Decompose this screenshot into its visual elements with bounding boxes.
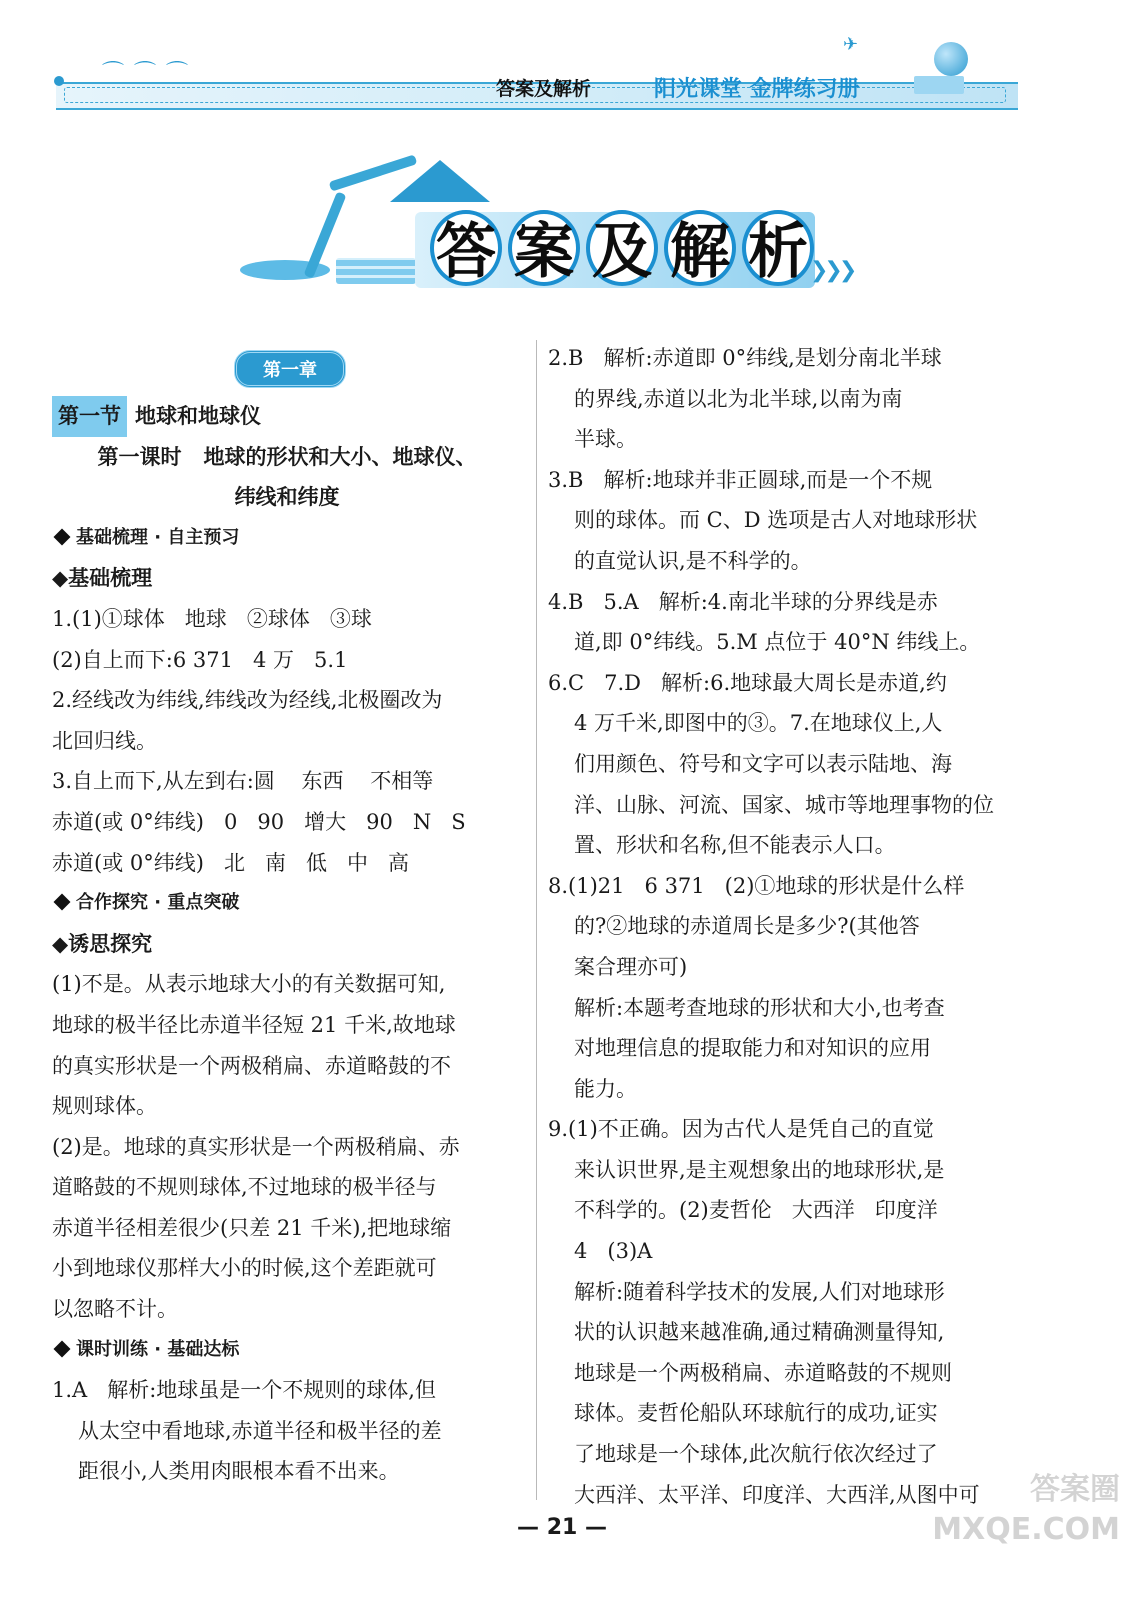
watermark-logo: 答案圈 MXQE.COM: [932, 1472, 1120, 1547]
stacked-books-icon: [336, 258, 416, 284]
answer-line: 球体。麦哲伦船队环球航行的成功,证实: [574, 1401, 938, 1426]
answer-line: 小到地球仪那样大小的时候,这个差距就可: [52, 1256, 437, 1281]
globe-icon: [934, 42, 968, 76]
answer-line: 不科学的。(2)麦哲伦 大西洋 印度洋: [574, 1198, 938, 1223]
banner-title: [430, 210, 814, 286]
right-column: [548, 338, 1018, 1515]
answer-line: 们用颜色、符号和文字可以表示陆地、海: [574, 751, 952, 776]
banner-char: 案: [508, 210, 580, 286]
answer-line: 1.A 解析:地球虽是一个不规则的球体,但: [52, 1378, 436, 1403]
answer-line: 来认识世界,是主观想象出的地球形状,是: [574, 1157, 945, 1182]
answer-line: 4 (3)A: [574, 1239, 653, 1264]
answer-line: 的界线,赤道以北为北半球,以南为南: [574, 386, 903, 411]
banner-char: 答: [430, 210, 502, 286]
diamond-icon: [54, 1340, 71, 1357]
page-number: — 21 —: [517, 1515, 607, 1540]
answer-line: 规则球体。: [52, 1094, 157, 1119]
birds-icon: ⌒⌒⌒: [102, 61, 199, 86]
answer-line: 解析:随着科学技术的发展,人们对地球形: [574, 1279, 945, 1304]
answer-line: 的直觉认识,是不科学的。: [574, 548, 812, 573]
answer-line: 地球的极半径比赤道半径短 21 千米,故地球: [52, 1012, 456, 1037]
section-heading: [52, 396, 522, 437]
chapter-badge: 第一章: [234, 350, 346, 388]
diamond-icon: [54, 894, 71, 911]
header-dot-icon: [54, 76, 64, 86]
answer-line: 4.B 5.A 解析:4.南北半球的分界线是赤: [548, 589, 938, 614]
answer-line: 道,即 0°纬线。5.M 点位于 40°N 纬线上。: [574, 630, 981, 655]
answer-line: 9.(1)不正确。因为古代人是凭自己的直觉: [548, 1117, 934, 1142]
answer-line: 北回归线。: [52, 728, 157, 753]
answer-line: 地球是一个两极稍扁、赤道略鼓的不规则: [574, 1360, 952, 1385]
answer-line: 洋、山脉、河流、国家、城市等地理事物的位: [574, 792, 994, 817]
answer-line: 对地理信息的提取能力和对知识的应用: [574, 1036, 931, 1061]
diamond-bullet-icon: ◆: [52, 930, 69, 956]
answer-line: 案合理亦可): [574, 954, 688, 979]
banner-char: 及: [586, 210, 658, 286]
lesson-title-line-1: 第一课时 地球的形状和大小、地球仪、: [97, 443, 477, 469]
answer-line: 的?②地球的赤道周长是多少?(其他答: [574, 914, 920, 939]
subsection-heading: 基础梳理 · 自主预习: [52, 518, 522, 559]
answer-line: 以忽略不计。: [52, 1297, 178, 1322]
subsection-heading: 课时训练 · 基础达标: [52, 1330, 522, 1371]
right-answer-lines: [548, 338, 1018, 1515]
block-heading: ◆诱思探究: [52, 930, 153, 956]
block-heading: ◆基础梳理: [52, 565, 153, 591]
title-banner: [240, 150, 854, 300]
diamond-icon: [54, 528, 71, 545]
answer-line: 8.(1)21 6 371 (2)①地球的形状是什么样: [548, 873, 965, 898]
answer-line: 4 万千米,即图中的③。7.在地球仪上,人: [574, 711, 943, 736]
answer-line: 道略鼓的不规则球体,不过地球的极半径与: [52, 1175, 437, 1200]
answer-line: 则的球体。而 C、D 选项是古人对地球形状: [574, 508, 978, 533]
paper-plane-icon: ✈: [843, 34, 859, 55]
column-divider: [536, 340, 537, 1500]
header-section-label: 答案及解析: [496, 78, 592, 100]
answer-line: (2)自上而下:6 371 4 万 5.1: [52, 647, 348, 672]
answer-line: 大西洋、太平洋、印度洋、大西洋,从图中可: [574, 1482, 980, 1507]
books-icon: [914, 76, 964, 94]
answer-line: 6.C 7.D 解析:6.地球最大周长是赤道,约: [548, 670, 947, 695]
answer-line: 1.(1)①球体 地球 ②球体 ③球: [52, 606, 372, 631]
section-tag: 第一节: [52, 396, 127, 437]
banner-char: 解: [664, 210, 736, 286]
left-answer-lines: [52, 518, 522, 1492]
answer-line: 从太空中看地球,赤道半径和极半径的差: [78, 1418, 442, 1443]
page-header: [56, 34, 1018, 110]
subsection-heading: 合作探究 · 重点突破: [52, 883, 522, 924]
left-column: [52, 340, 522, 1492]
answer-line: 3.B 解析:地球并非正圆球,而是一个不规: [548, 467, 933, 492]
answer-line: 赤道(或 0°纬线) 0 90 增大 90 N S: [52, 809, 466, 834]
answer-line: 状的认识越来越准确,通过精确测量得知,: [574, 1320, 945, 1345]
chapter-heading-row: [52, 340, 522, 396]
lesson-title-line-2: 纬线和纬度: [234, 484, 340, 510]
answer-line: (1)不是。从表示地球大小的有关数据可知,: [52, 972, 446, 997]
answer-line: 3.自上而下,从左到右:圆 东西 不相等: [52, 769, 434, 794]
section-title: 地球和地球仪: [135, 403, 261, 428]
header-brand: 阳光课堂 金牌练习册: [654, 76, 860, 102]
answer-line: 能力。: [574, 1076, 637, 1101]
answer-line: 赤道半径相差很少(只差 21 千米),把地球缩: [52, 1215, 452, 1240]
chevrons-right-icon: ❯❯❯: [810, 258, 854, 283]
answer-line: (2)是。地球的真实形状是一个两极稍扁、赤: [52, 1134, 460, 1159]
answer-line: 了地球是一个球体,此次航行依次经过了: [574, 1442, 938, 1467]
answer-line: 2.经线改为纬线,纬线改为经线,北极圈改为: [52, 688, 443, 713]
lamp-shade-icon: [390, 160, 490, 202]
answer-line: 距很小,人类用肉眼根本看不出来。: [78, 1459, 400, 1484]
answer-line: 赤道(或 0°纬线) 北 南 低 中 高: [52, 850, 410, 875]
answer-line: 的真实形状是一个两极稍扁、赤道略鼓的不: [52, 1053, 451, 1078]
answer-line: 解析:本题考查地球的形状和大小,也考查: [574, 995, 945, 1020]
answer-line: 置、形状和名称,但不能表示人口。: [574, 833, 896, 858]
answer-line: 半球。: [574, 427, 637, 452]
diamond-bullet-icon: ◆: [52, 565, 69, 591]
banner-char: 析: [742, 210, 814, 286]
answer-line: 2.B 解析:赤道即 0°纬线,是划分南北半球: [548, 346, 942, 370]
